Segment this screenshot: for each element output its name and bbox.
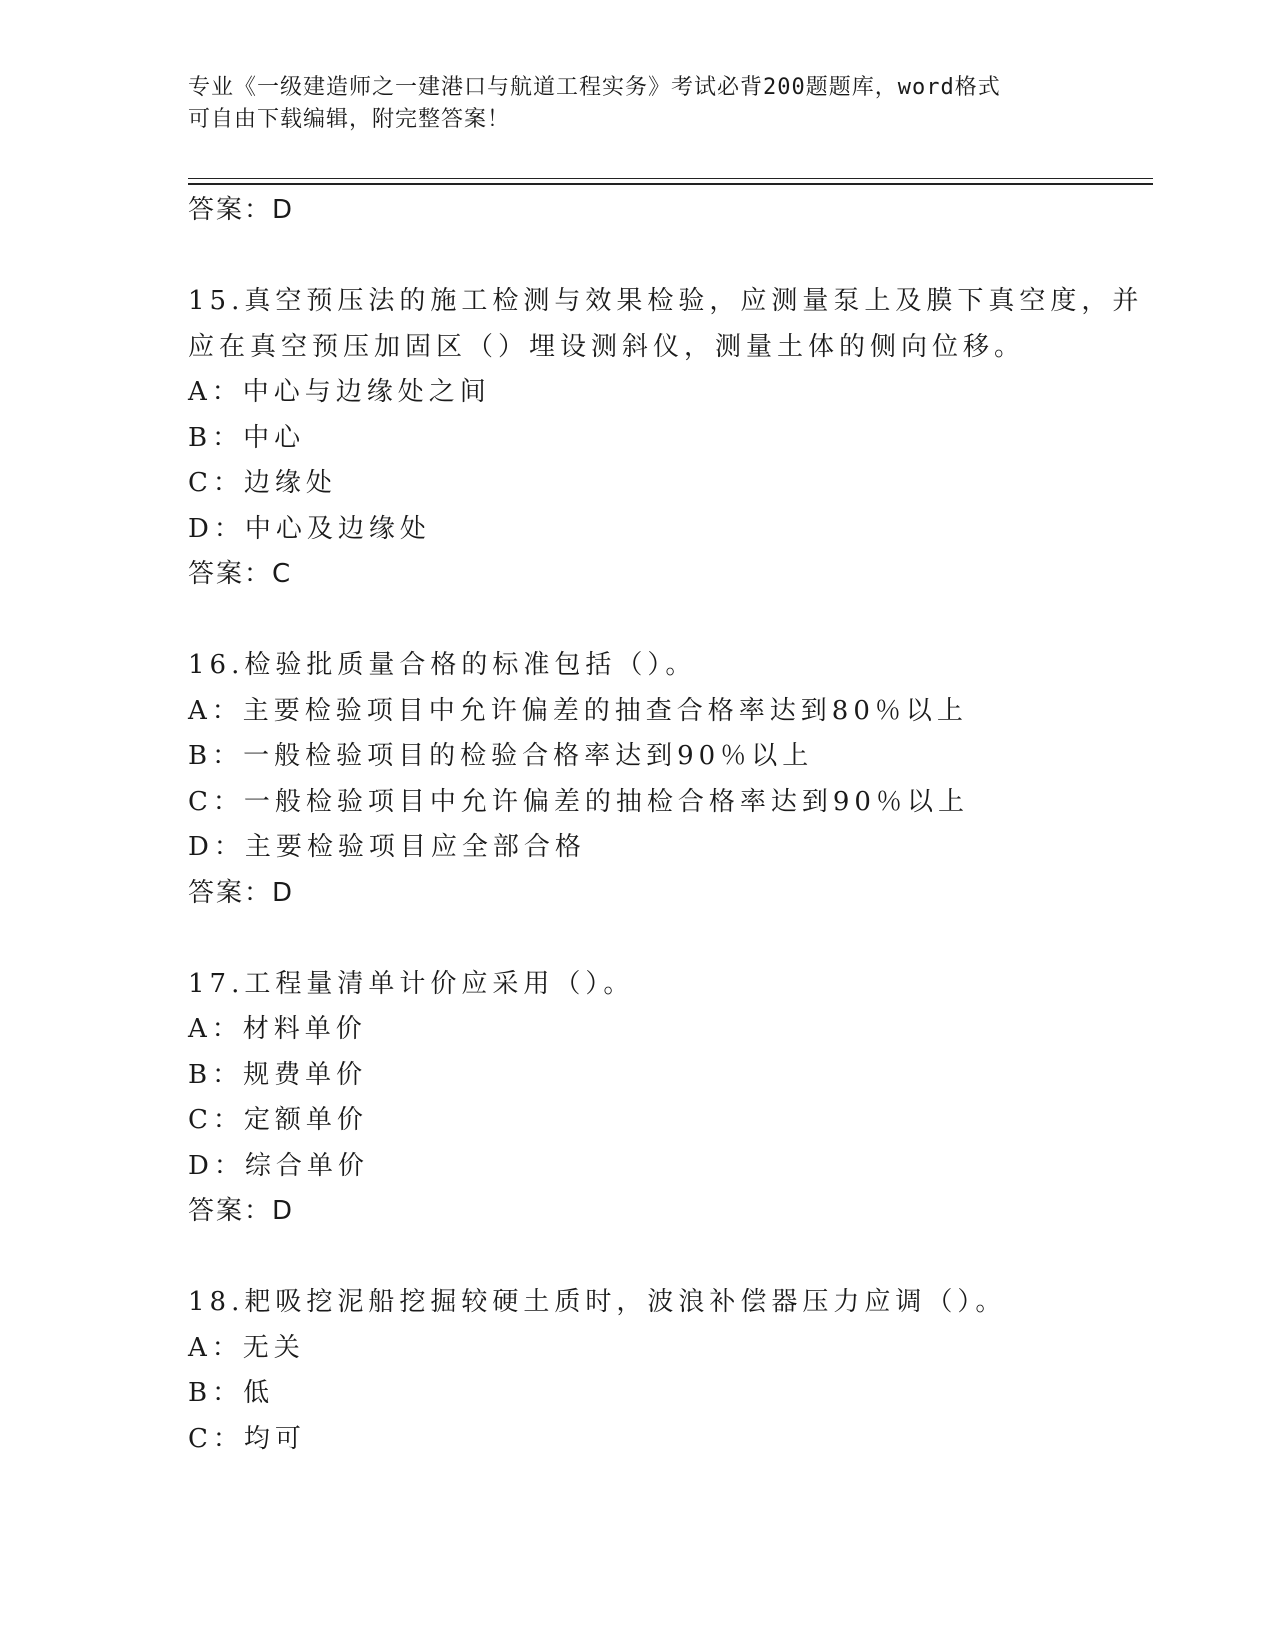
question-15 — [188, 279, 1148, 598]
header-rule-thick — [188, 183, 1153, 185]
option-b: B：中心 — [188, 422, 306, 453]
option-b: B：低 — [188, 1378, 275, 1408]
option-d: D：主要检验项目应全部合格 — [188, 832, 586, 862]
option-c: C：定额单价 — [188, 1105, 368, 1135]
question-16 — [188, 643, 1148, 916]
answer: 答案：C — [188, 559, 293, 589]
answer: 答案：D — [188, 1196, 295, 1226]
option-d: D：中心及边缘处 — [188, 513, 431, 544]
spacer — [188, 598, 1148, 644]
spacer — [188, 1235, 1148, 1281]
header-line-1: 专业《一级建造师之一建港口与航道工程实务》考试必背200题题库，word格式 — [188, 75, 1001, 100]
header-rule-thin — [188, 178, 1153, 179]
option-a: A：主要检验项目中允许偏差的抽查合格率达到80％以上 — [188, 695, 968, 726]
option-b: B：规费单价 — [188, 1059, 368, 1090]
option-d: D：综合单价 — [188, 1150, 369, 1181]
previous-answer: 答案：D — [188, 195, 295, 225]
question-stem: 15.真空预压法的施工检测与效果检验，应测量泵上及膜下真空度，并 — [188, 286, 1144, 316]
option-a: A：中心与边缘处之间 — [188, 377, 491, 407]
option-a: A：材料单价 — [188, 1014, 367, 1044]
page-header — [188, 72, 1088, 136]
question-stem: 应在真空预压加固区（）埋设测斜仪，测量土体的侧向位移。 — [188, 331, 1026, 362]
question-17 — [188, 962, 1148, 1235]
option-c: C：边缘处 — [188, 468, 337, 498]
option-b: B：一般检验项目的检验合格率达到90％以上 — [188, 741, 814, 771]
option-c: C：均可 — [188, 1423, 306, 1454]
question-stem: 18.耙吸挖泥船挖掘较硬土质时，波浪补偿器压力应调（）。 — [188, 1287, 1007, 1317]
answer: 答案：D — [188, 877, 295, 908]
spacer — [188, 234, 1148, 280]
question-18 — [188, 1280, 1148, 1462]
option-a: A：无关 — [188, 1332, 305, 1363]
question-list — [188, 188, 1148, 1462]
question-stem: 16.检验批质量合格的标准包括（）。 — [188, 650, 697, 680]
question-stem: 17.工程量清单计价应采用（）。 — [188, 968, 635, 999]
header-line-2: 可自由下载编辑，附完整答案！ — [188, 107, 511, 132]
spacer — [188, 916, 1148, 962]
option-c: C：一般检验项目中允许偏差的抽检合格率达到90％以上 — [188, 786, 969, 817]
